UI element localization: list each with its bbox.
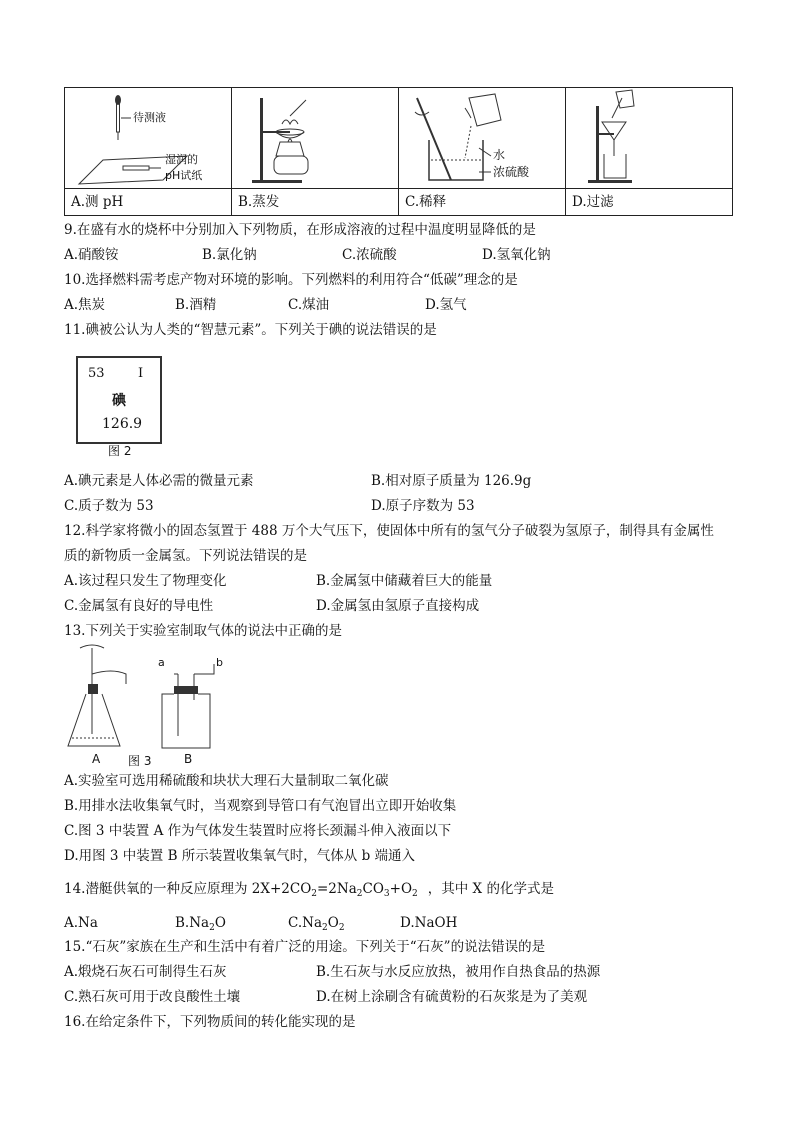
element-symbol: I [138, 366, 144, 381]
caption-dilute: C.稀释 [399, 189, 566, 216]
subscript: 2 [322, 923, 328, 933]
q14-stem [64, 880, 554, 898]
q14-option-c-text: C.Na [288, 915, 323, 931]
figure-3-apparatus [62, 644, 262, 768]
filtration-drawing [566, 88, 732, 188]
q11-option-c: C.质子数为 53 [64, 498, 154, 514]
q10-stem: 10.选择燃料需考虑产物对环境的影响。下列燃料的利用符合“低碳”理念的是 [64, 272, 518, 288]
iodine-element-card [76, 356, 162, 444]
q15-option-c: C.熟石灰可用于改良酸性土壤 [64, 989, 241, 1005]
q13-option-d: D.用图 3 中装置 B 所示装置收集氧气时，气体从 b 端通入 [64, 848, 416, 864]
cell-filter-picture [566, 88, 733, 189]
q11-option-a: A.碘元素是人体必需的微量元素 [64, 473, 254, 489]
cell-dilute-picture [399, 88, 566, 189]
subscript: 2 [338, 923, 345, 933]
q14-option-c [288, 914, 345, 932]
cell-evaporate-picture [232, 88, 399, 189]
q10-option-a: A.焦炭 [64, 297, 106, 313]
subscript: 2 [412, 889, 418, 899]
q12-stem-line2: 质的新物质一金属氢。下列说法错误的是 [64, 548, 307, 564]
caption-filter: D.过滤 [566, 189, 733, 216]
apparatus-b-label: B [184, 752, 193, 766]
q12-option-d: D.金属氢由氢原子直接构成 [316, 598, 480, 614]
ph-liquid-label: 待测液 [133, 111, 166, 124]
figure-2-label: 图 2 [108, 444, 132, 458]
q14-stem-suffix: ，其中 X 的化学式是 [427, 881, 554, 897]
q13-option-b: B.用排水法收集氧气时，当观察到导管口有气泡冒出立即开始收集 [64, 798, 457, 814]
q11-option-b: B.相对原子质量为 126.9g [371, 473, 532, 489]
subscript: 2 [209, 923, 215, 933]
water-label: 水 [493, 148, 506, 162]
tube-a-label: a [158, 656, 165, 669]
q10-option-c: C.煤油 [288, 297, 330, 313]
ph-test-drawing [65, 88, 231, 188]
evaporation-drawing [232, 88, 398, 188]
apparatus-a-label: A [92, 752, 101, 766]
q14-stem-part: CO [362, 881, 384, 897]
element-name: 碘 [112, 393, 126, 409]
ph-paper-label-2: pH试纸 [165, 169, 203, 182]
q10-option-b: B.酒精 [175, 297, 217, 313]
q11-stem: 11.碘被公认为人类的“智慧元素”。下列关于碘的说法错误的是 [64, 322, 437, 338]
tube-b-label: b [216, 656, 223, 669]
subscript: 2 [311, 889, 317, 899]
q15-stem: 15.“石灰”家族在生产和生活中有着广泛的用途。下列关于“石灰”的说法错误的是 [64, 939, 546, 955]
q14-option-d: D.NaOH [400, 915, 458, 931]
q16-stem: 16.在给定条件下，下列物质间的转化能实现的是 [64, 1014, 356, 1030]
subscript: 2 [356, 889, 363, 899]
q9-stem: 9.在盛有水的烧杯中分别加入下列物质，在形成溶液的过程中温度明显降低的是 [64, 222, 536, 238]
q12-stem-line1: 12.科学家将微小的固态氢置于 488 万个大气压下，使固体中所有的氢气分子破裂为氢原子，制得具有金属性 [64, 523, 714, 539]
q13-option-a: A.实验室可选用稀硫酸和块状大理石大量制取二氧化碳 [64, 773, 389, 789]
q14-option-b-tail: O [214, 915, 226, 931]
q14-option-b-text: B.Na [175, 915, 210, 931]
atomic-number: 53 [88, 366, 105, 381]
q12-option-b: B.金属氢中储藏着巨大的能量 [316, 573, 493, 589]
caption-evaporate: B.蒸发 [232, 189, 399, 216]
q14-stem-prefix: 14.潜艇供氧的一种反应原理为 2X+2CO [64, 881, 312, 897]
q13-stem: 13.下列关于实验室制取气体的说法中正确的是 [64, 623, 342, 639]
q9-option-c: C.浓硫酸 [342, 247, 397, 263]
q14-option-a: A.Na [64, 915, 98, 931]
acid-label: 浓硫酸 [493, 165, 530, 179]
q9-option-d: D.氢氧化钠 [482, 247, 551, 263]
q15-option-d: D.在树上涂刷含有硫黄粉的石灰浆是为了美观 [316, 989, 588, 1005]
figure-3-label: 图 3 [128, 754, 152, 768]
q12-option-c: C.金属氢有良好的导电性 [64, 598, 214, 614]
q11-option-d: D.原子序数为 53 [371, 498, 475, 514]
q15-option-a: A.煅烧石灰石可制得生石灰 [64, 964, 227, 980]
q13-option-c: C.图 3 中装置 A 作为气体发生装置时应将长颈漏斗伸入液面以下 [64, 823, 452, 839]
ph-paper-label-1: 湿润的 [165, 153, 198, 166]
subscript: 3 [383, 889, 390, 899]
q10-option-d: D.氢气 [425, 297, 467, 313]
caption-ph: A.测 pH [65, 189, 232, 216]
q14-option-c-tail: O [327, 915, 339, 931]
cell-ph-picture [65, 88, 232, 189]
q14-option-b [175, 914, 226, 932]
q12-option-a: A.该过程只发生了物理变化 [64, 573, 227, 589]
q15-option-b: B.生石灰与水反应放热，被用作自热食品的热源 [316, 964, 601, 980]
q9-option-a: A.硝酸铵 [64, 247, 119, 263]
atomic-mass: 126.9 [102, 416, 143, 432]
q9-option-b: B.氯化钠 [202, 247, 257, 263]
dilution-drawing [399, 88, 565, 188]
q14-stem-part: +O [389, 881, 413, 897]
q14-stem-part: =2Na [317, 881, 357, 897]
experiment-table [64, 87, 733, 216]
